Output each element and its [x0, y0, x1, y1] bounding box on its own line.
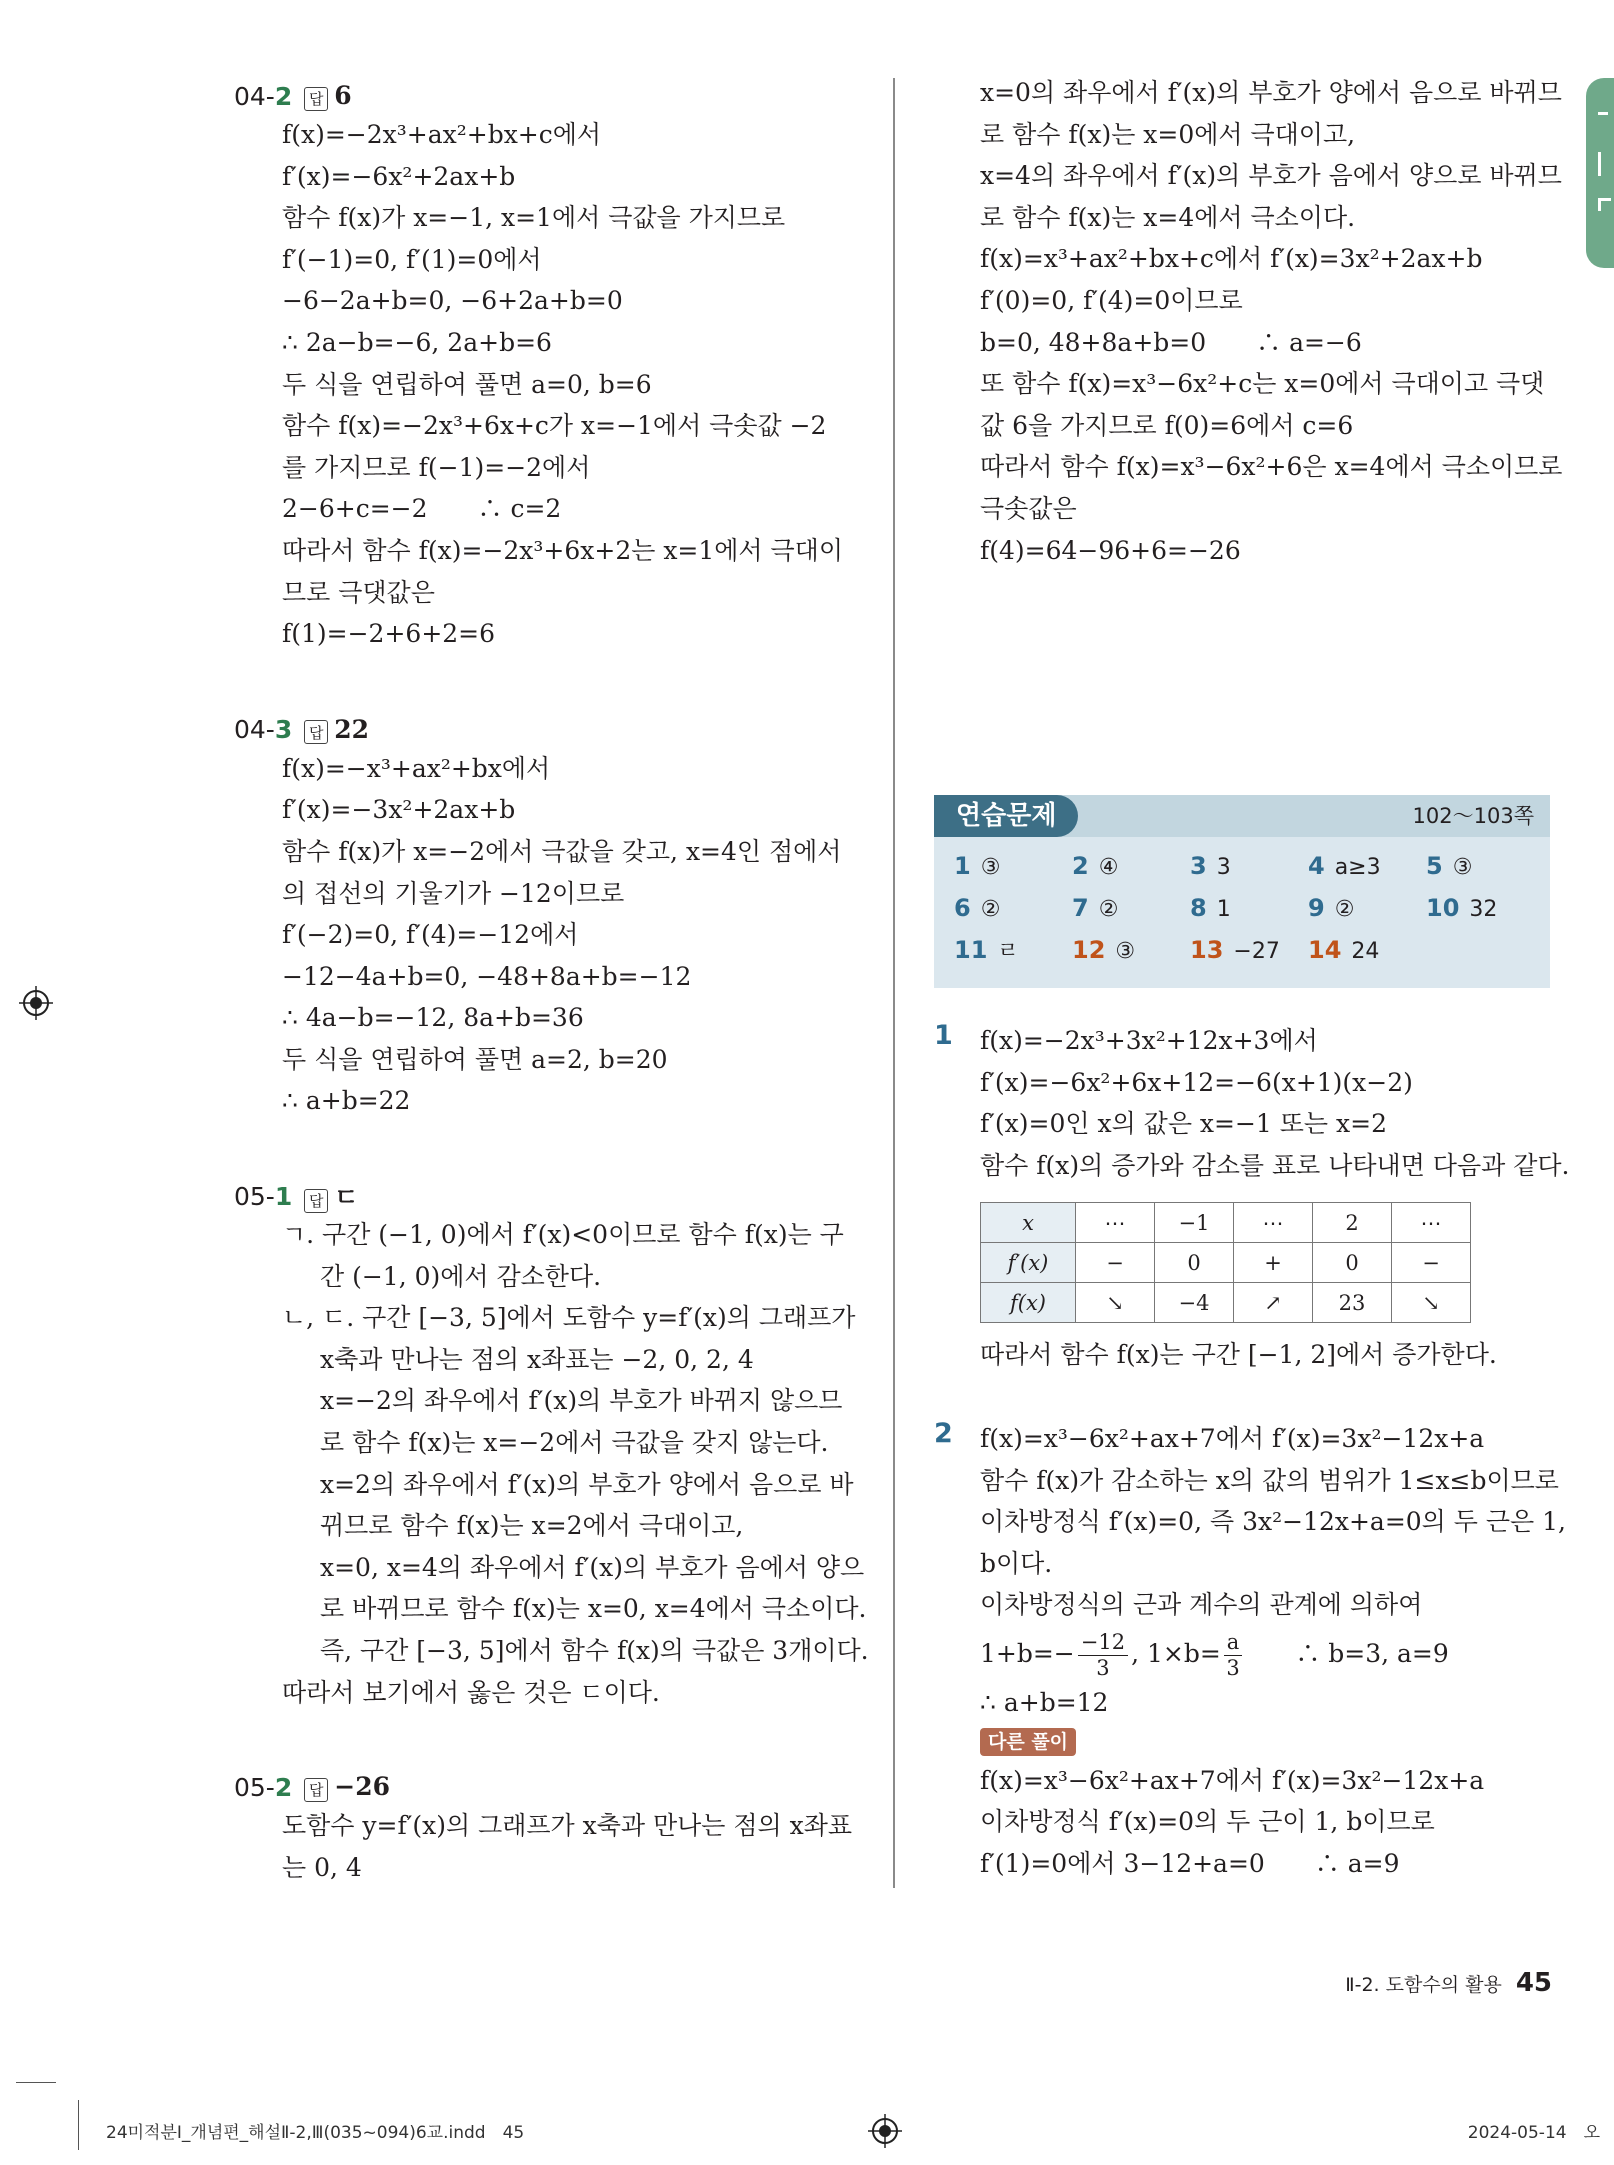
practice-answer-grid [954, 849, 1544, 967]
practice-answer-number: 14 [1308, 936, 1342, 964]
practice-answer-number: 5 [1426, 852, 1443, 880]
practice-answer [1308, 933, 1426, 967]
practice-answer-value: ④ [1098, 855, 1119, 880]
registration-mark-icon [868, 2114, 902, 2148]
solution-line: ㄴ, ㄷ. 구간 [−3, 5]에서 도함수 y=f′(x)의 그래프가 [282, 1303, 856, 1333]
section-number-suffix: 3 [274, 715, 293, 745]
question-number-1: 1 [934, 1020, 953, 1051]
solution-line: ∴ a+b=22 [282, 1086, 411, 1116]
solution-line: x=2의 좌우에서 f′(x)의 부호가 양에서 음으로 바 [320, 1469, 854, 1499]
fraction-2-bottom: 3 [1226, 1655, 1240, 1680]
sign-table-cell: 0 [1155, 1243, 1234, 1283]
sign-table-row [981, 1283, 1471, 1323]
solution-line: f(1)=−2+6+2=6 [282, 619, 496, 649]
section-number-prefix: 04- [234, 81, 275, 111]
practice-answer [1190, 933, 1308, 967]
answer-group [304, 81, 351, 111]
practice-answer [1072, 891, 1190, 925]
frac-mid: , 1×b= [1131, 1638, 1221, 1668]
practice-answer [1190, 849, 1308, 883]
practice-answer-number: 10 [1426, 894, 1460, 922]
sign-table-head: f(x) [981, 1283, 1076, 1323]
section-header [234, 712, 874, 748]
practice-answer-number: 7 [1072, 894, 1089, 922]
solution-line: b이다. [980, 1548, 1053, 1578]
sign-table-cell: 0 [1313, 1243, 1392, 1283]
practice-answer [1426, 849, 1544, 883]
answer-label-box: 답 [304, 1189, 328, 1213]
answer-group [304, 1772, 390, 1802]
sign-table-cell: −1 [1155, 1203, 1234, 1243]
practice-answer-value: −27 [1233, 939, 1280, 964]
fraction-1 [1078, 1629, 1128, 1680]
solution-line: 두 식을 연립하여 풀면 a=2, b=20 [282, 1044, 668, 1074]
solution-line: 이차방정식 f′(x)=0의 두 근이 1, b이므로 [980, 1807, 1435, 1837]
section-number [234, 1773, 292, 1802]
sign-table-head: x [981, 1203, 1076, 1243]
solution-line: 함수 f(x)=−2x³+6x+c가 x=−1에서 극솟값 −2 [282, 411, 827, 441]
solution-line: 로 바뀌므로 함수 f(x)는 x=0, x=4에서 극소이다. [320, 1594, 867, 1624]
solution-line: ∴ 2a−b=−6, 2a+b=6 [282, 327, 552, 357]
fraction-1-top: −12 [1078, 1632, 1128, 1656]
answer-group [304, 715, 369, 745]
answer-sum-line: ∴ a+b=12 [980, 1687, 1109, 1717]
solution-line: x축과 만나는 점의 x좌표는 −2, 0, 2, 4 [320, 1344, 754, 1374]
sign-table-row [981, 1243, 1471, 1283]
practice-answer-value: ② [1098, 897, 1119, 922]
solution-line: b=0, 48+8a+b=0 ∴ a=−6 [980, 327, 1362, 357]
conclusion-line: 따라서 함수 f(x)는 구간 [−1, 2]에서 증가한다. [980, 1340, 1497, 1369]
section-number-suffix: 2 [274, 1772, 293, 1802]
solution-section [234, 712, 874, 1122]
solution-line: f′(x)=−6x²+6x+12=−6(x+1)(x−2) [980, 1067, 1413, 1097]
column-divider [893, 78, 895, 1888]
fraction-2-top: a [1224, 1632, 1243, 1656]
sign-table-cell: ↗ [1234, 1283, 1313, 1323]
solution-line: 로 함수 f(x)는 x=4에서 극소이다. [980, 202, 1356, 232]
answer-value: 6 [334, 81, 352, 111]
solution-line: 극솟값은 [980, 493, 1077, 523]
fraction-2 [1224, 1629, 1243, 1680]
practice-answer [1190, 891, 1308, 925]
practice-answer-value: a≥3 [1334, 855, 1381, 880]
solution-line: 함수 f(x)의 증가와 감소를 표로 나타내면 다음과 같다. [980, 1150, 1570, 1180]
solution-line: 따라서 함수 f(x)=x³−6x²+6은 x=4에서 극소이므로 [980, 452, 1563, 482]
solution-line: f(4)=64−96+6=−26 [980, 535, 1241, 565]
section-number [234, 715, 292, 744]
solution-line: 따라서 함수 f(x)=−2x³+6x+2는 x=1에서 극대이 [282, 535, 843, 565]
solution-line: f(x)=x³−6x²+ax+7에서 f′(x)=3x²−12x+a [980, 1765, 1485, 1795]
practice-answer-value: 1 [1216, 897, 1231, 922]
solution-line: f′(0)=0, f′(4)=0이므로 [980, 285, 1243, 315]
practice-answer-number: 2 [1072, 852, 1089, 880]
sign-table-cell: ⋯ [1234, 1203, 1313, 1243]
practice-answer-number: 6 [954, 894, 971, 922]
question-1-solution [980, 1020, 1580, 1186]
chapter-label: Ⅱ-2. 도함수의 활용 [1345, 1973, 1502, 1996]
practice-answer [954, 849, 1072, 883]
sign-table-cell: ↘ [1076, 1283, 1155, 1323]
answer-label-box: 답 [304, 720, 328, 744]
right-column-continuation [980, 72, 1580, 571]
fraction-line [980, 1626, 1580, 1682]
solution-line: 로 함수 f(x)는 x=0에서 극대이고, [980, 119, 1356, 149]
section-number-prefix: 05- [234, 1772, 275, 1802]
practice-answer-value: ③ [1115, 939, 1136, 964]
solution-section [234, 1769, 874, 1888]
practice-answer-value: ㄹ [997, 939, 1019, 964]
practice-title: 연습문제 [934, 795, 1078, 837]
section-number-prefix: 04- [234, 715, 275, 745]
practice-answer-value: ② [1334, 897, 1355, 922]
solution-line: 이차방정식의 근과 계수의 관계에 의하여 [980, 1590, 1423, 1620]
sign-table-cell: 23 [1313, 1283, 1392, 1323]
question-1-conclusion [980, 1334, 1497, 1376]
solution-line: f(x)=−2x³+ax²+bx+c에서 [282, 120, 602, 149]
practice-answer-number: 9 [1308, 894, 1325, 922]
print-slug-date: 2024-05-14 오 [1467, 2123, 1600, 2143]
solution-line: 도함수 y=f′(x)의 그래프가 x축과 만나는 점의 x좌표 [282, 1811, 853, 1841]
solution-line: ㄱ. 구간 (−1, 0)에서 f′(x)<0이므로 함수 f(x)는 구 [282, 1220, 844, 1250]
registration-mark-icon [19, 986, 53, 1020]
section-header [234, 1178, 874, 1214]
sign-table-row [981, 1203, 1471, 1243]
practice-answer-number: 4 [1308, 852, 1325, 880]
fraction-1-bottom: 3 [1096, 1655, 1110, 1680]
sign-table-cell: −4 [1155, 1283, 1234, 1323]
solution-line: x=−2의 좌우에서 f′(x)의 부호가 바뀌지 않으므 [320, 1386, 843, 1416]
solution-line: x=4의 좌우에서 f′(x)의 부호가 음에서 양으로 바뀌므 [980, 161, 1562, 191]
alt-solution-tag: 다른 풀이 [980, 1728, 1076, 1756]
frac-post: ∴ b=3, a=9 [1245, 1638, 1449, 1668]
sign-table-cell: 2 [1313, 1203, 1392, 1243]
footer-chapter [1345, 1968, 1552, 1998]
sign-table-cell: ⋯ [1392, 1203, 1471, 1243]
solution-line: f(x)=−x³+ax²+bx에서 [282, 753, 551, 783]
solution-line: 므로 극댓값은 [282, 577, 435, 607]
practice-answers-box [934, 795, 1550, 988]
solution-line: −6−2a+b=0, −6+2a+b=0 [282, 286, 623, 316]
sign-table [980, 1202, 1471, 1323]
solution-line: f′(1)=0에서 3−12+a=0 ∴ a=9 [980, 1848, 1400, 1878]
practice-answer-value: 32 [1469, 897, 1498, 922]
practice-answer-value: 3 [1216, 855, 1231, 880]
frac-pre: 1+b=− [980, 1638, 1075, 1668]
sign-table-cell: − [1076, 1243, 1155, 1283]
section-number-prefix: 05- [234, 1181, 275, 1211]
practice-answer-number: 12 [1072, 936, 1106, 964]
solution-line: 함수 f(x)가 x=−1, x=1에서 극값을 가지므로 [282, 203, 786, 233]
answer-value: −26 [334, 1772, 390, 1802]
solution-line: 즉, 구간 [−3, 5]에서 함수 f(x)의 극값은 3개이다. [320, 1636, 869, 1665]
practice-answer [1072, 933, 1190, 967]
print-slug-file: 24미적분Ⅰ_개념편_해설Ⅱ-2,Ⅲ(035~094)6교.indd 45 [106, 2123, 525, 2143]
practice-answer-value: ③ [1452, 855, 1473, 880]
sign-table-head: f′(x) [981, 1243, 1076, 1283]
solution-line: x=0, x=4의 좌우에서 f′(x)의 부호가 음에서 양으 [320, 1552, 865, 1582]
sign-table-cell: ↘ [1392, 1283, 1471, 1323]
answer-group [304, 1178, 358, 1214]
solution-line: 또 함수 f(x)=x³−6x²+c는 x=0에서 극대이고 극댓 [980, 369, 1545, 399]
solution-line: f(x)=−2x³+3x²+12x+3에서 [980, 1026, 1318, 1055]
practice-answer [1308, 891, 1426, 925]
solution-section [234, 78, 874, 655]
section-header [234, 78, 874, 114]
sign-table-cell: ⋯ [1076, 1203, 1155, 1243]
crop-mark [16, 2082, 56, 2083]
section-number-suffix: 1 [274, 1181, 293, 1211]
practice-answer-number: 1 [954, 852, 971, 880]
solution-line: f(x)=x³−6x²+ax+7에서 f′(x)=3x²−12x+a [980, 1424, 1485, 1453]
solution-line: f(x)=x³+ax²+bx+c에서 f′(x)=3x²+2ax+b [980, 244, 1483, 274]
solution-line: 두 식을 연립하여 풀면 a=0, b=6 [282, 369, 652, 399]
practice-answer [954, 891, 1072, 925]
practice-answer-value: ② [980, 897, 1001, 922]
solution-line: ∴ 4a−b=−12, 8a+b=36 [282, 1003, 584, 1033]
practice-answer [1426, 891, 1544, 925]
practice-answer [1308, 849, 1426, 883]
question-number-2: 2 [934, 1418, 953, 1449]
sign-table-cell: + [1234, 1243, 1313, 1283]
solution-line: 함수 f(x)가 감소하는 x의 값의 범위가 1≤x≤b이므로 [980, 1465, 1559, 1495]
practice-pages: 102～103쪽 [1412, 804, 1534, 828]
section-number [234, 1182, 292, 1211]
practice-answer [1072, 849, 1190, 883]
answer-value: ㄷ [334, 1183, 359, 1213]
solution-line: 이차방정식 f′(x)=0, 즉 3x²−12x+a=0의 두 근은 1, [980, 1507, 1566, 1537]
chapter-side-tab [1586, 78, 1614, 268]
answer-value: 22 [334, 714, 370, 744]
solution-line: x=0의 좌우에서 f′(x)의 부호가 양에서 음으로 바뀌므 [980, 78, 1562, 107]
solution-line: f′(−2)=0, f′(4)=−12에서 [282, 920, 579, 950]
solution-line: f′(−1)=0, f′(1)=0에서 [282, 244, 542, 274]
practice-answer-value: ③ [980, 855, 1001, 880]
practice-answer-number: 3 [1190, 852, 1207, 880]
section-number [234, 82, 292, 111]
practice-answer-number: 8 [1190, 894, 1207, 922]
practice-answer [954, 933, 1072, 967]
left-column [234, 78, 874, 1888]
sign-table-cell: − [1392, 1243, 1471, 1283]
question-2-solution [980, 1418, 1580, 1884]
section-number-suffix: 2 [274, 81, 293, 111]
answer-label-box: 답 [304, 1778, 328, 1802]
alt-solution-tag-row [980, 1724, 1580, 1760]
solution-line: 는 0, 4 [282, 1852, 362, 1882]
answer-label-box: 답 [304, 87, 328, 111]
practice-answer-number: 11 [954, 936, 988, 964]
page-number: 45 [1515, 1968, 1552, 1998]
solution-line: f′(x)=−3x²+2ax+b [282, 795, 516, 825]
solution-line: 뀌므로 함수 f(x)는 x=2에서 극대이고, [320, 1511, 744, 1541]
solution-line: 간 (−1, 0)에서 감소한다. [320, 1261, 602, 1291]
solution-line: 를 가지므로 f(−1)=−2에서 [282, 452, 591, 482]
solution-line: 따라서 보기에서 옳은 것은 ㄷ이다. [282, 1677, 660, 1707]
solution-line: f′(x)=0인 x의 값은 x=−1 또는 x=2 [980, 1109, 1387, 1139]
section-header [234, 1769, 874, 1805]
solution-line: 로 함수 f(x)는 x=−2에서 극값을 갖지 않는다. [320, 1428, 829, 1458]
solution-section [234, 1178, 874, 1713]
practice-header-bar [934, 795, 1550, 837]
solution-line: 의 접선의 기울기가 −12이므로 [282, 878, 625, 908]
solution-line: −12−4a+b=0, −48+8a+b=−12 [282, 961, 692, 991]
solution-line: 2−6+c=−2 ∴ c=2 [282, 494, 562, 524]
solution-line: f′(x)=−6x²+2ax+b [282, 161, 516, 191]
crop-mark [78, 2100, 79, 2150]
solution-line: 값 6을 가지므로 f(0)=6에서 c=6 [980, 410, 1354, 440]
practice-answer-value: 24 [1351, 939, 1380, 964]
solution-line: 함수 f(x)가 x=−2에서 극값을 갖고, x=4인 점에서 [282, 836, 842, 866]
practice-answer-number: 13 [1190, 936, 1224, 964]
